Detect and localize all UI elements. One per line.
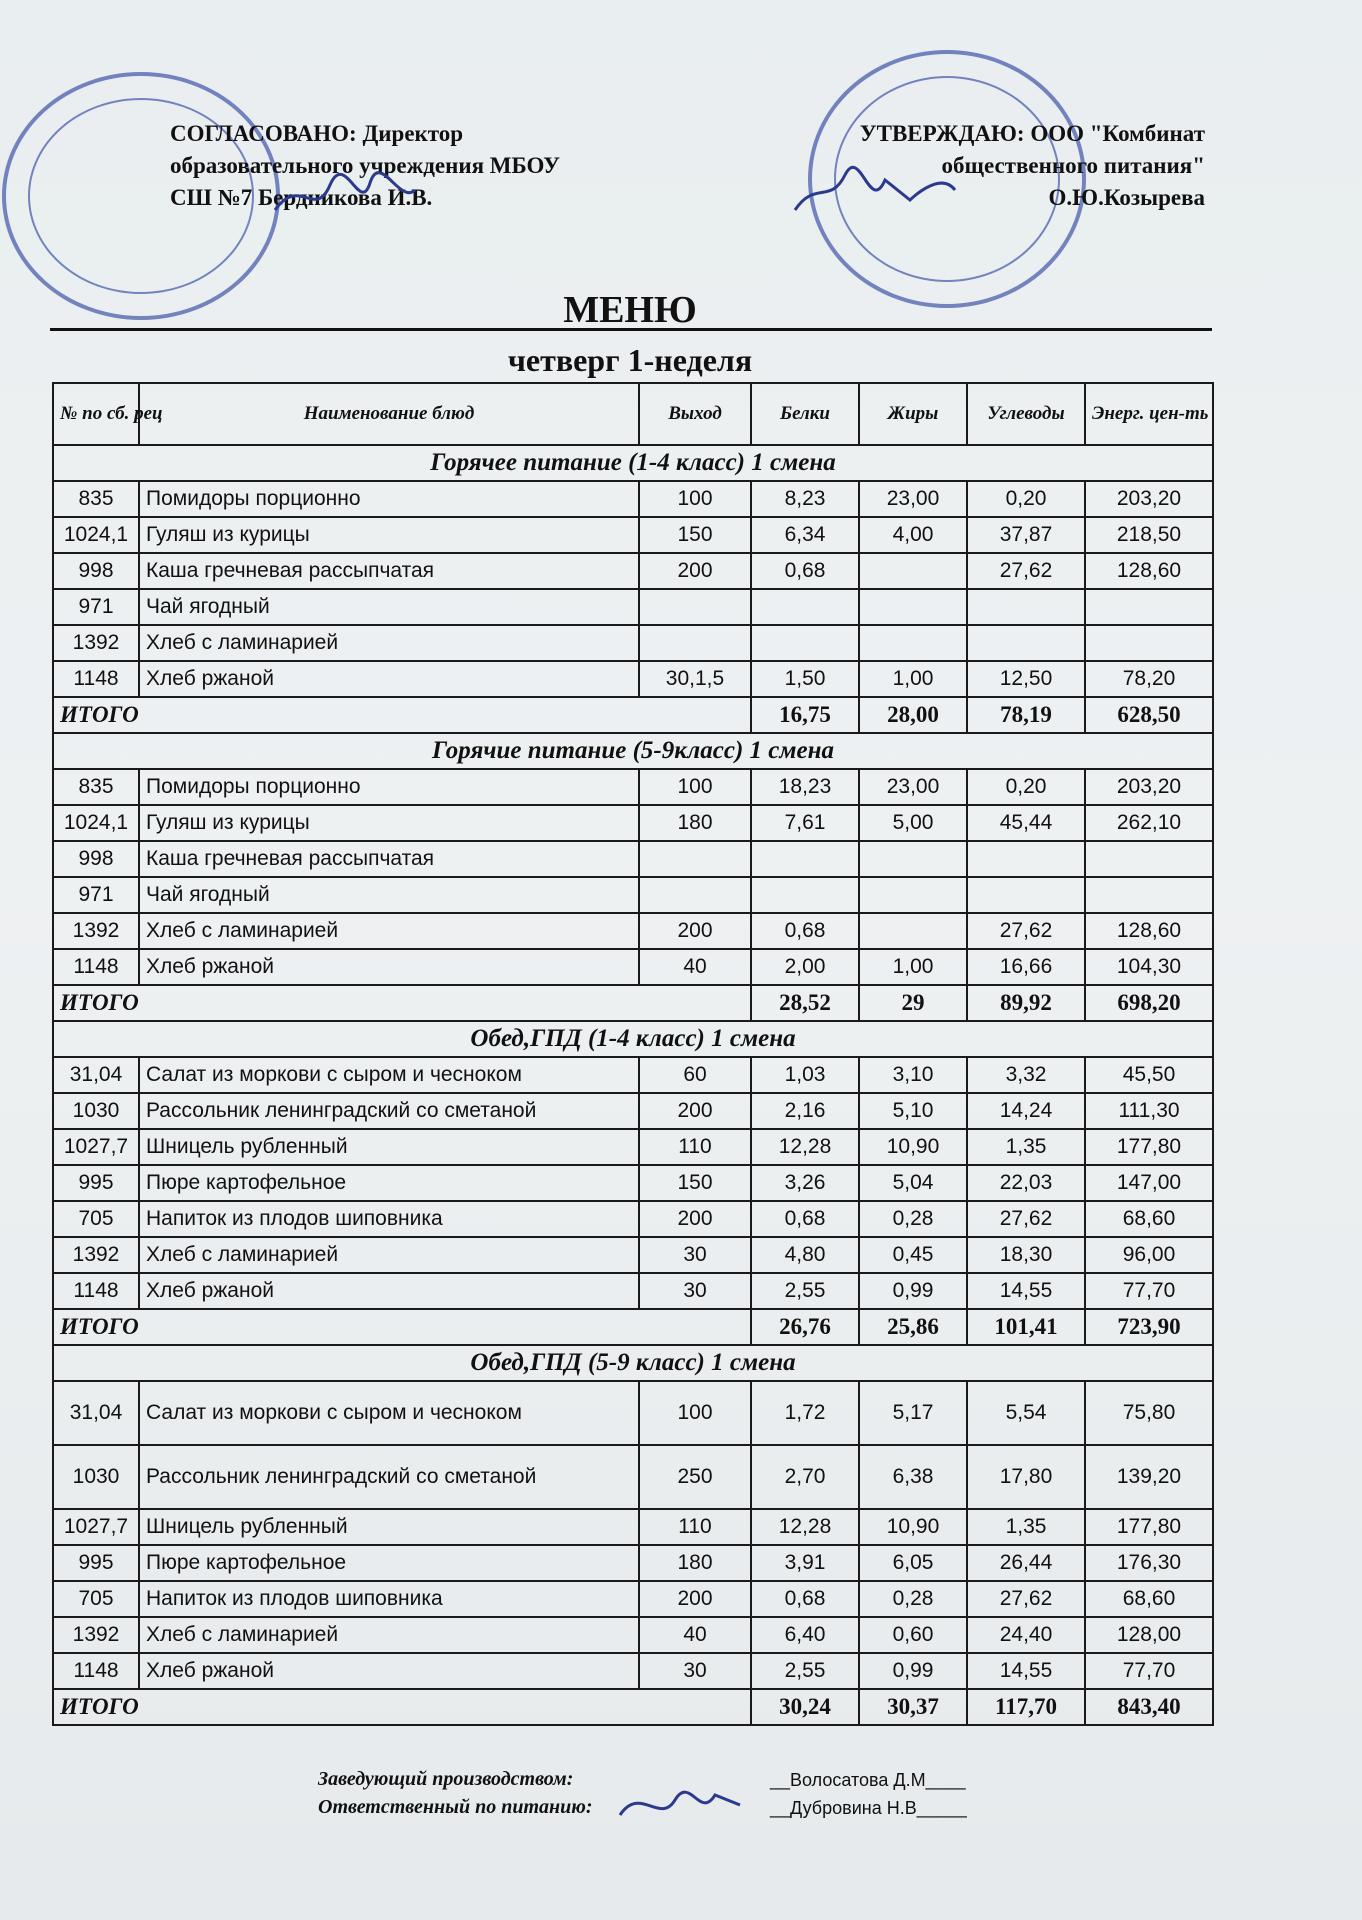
fat-cell: 6,05 <box>859 1545 967 1581</box>
dish-name-cell: Салат из моркови с сыром и чесноком <box>139 1057 639 1093</box>
dish-name-cell: Хлеб с ламинарией <box>139 625 639 661</box>
carbs-cell: 45,44 <box>967 805 1085 841</box>
dish-name-cell: Шницель рубленный <box>139 1129 639 1165</box>
portion-cell: 40 <box>639 1617 751 1653</box>
fat-cell: 0,99 <box>859 1653 967 1689</box>
recipe-number-cell: 1148 <box>53 1273 139 1309</box>
protein-cell: 3,91 <box>751 1545 859 1581</box>
table-row <box>53 877 1213 913</box>
carbs-cell: 14,24 <box>967 1093 1085 1129</box>
dish-name-cell: Салат из моркови с сыром и чесноком <box>139 1381 639 1445</box>
portion-cell: 110 <box>639 1509 751 1545</box>
energy-cell: 128,60 <box>1085 553 1213 589</box>
table-row <box>53 1545 1213 1581</box>
table-row <box>53 589 1213 625</box>
total-row <box>53 697 1213 733</box>
total-energy: 628,50 <box>1085 697 1213 733</box>
column-header: Выход <box>639 383 751 445</box>
recipe-number-cell: 1024,1 <box>53 805 139 841</box>
total-carbs: 101,41 <box>967 1309 1085 1345</box>
total-energy: 698,20 <box>1085 985 1213 1021</box>
carbs-cell: 17,80 <box>967 1445 1085 1509</box>
carbs-cell: 16,66 <box>967 949 1085 985</box>
protein-cell <box>751 841 859 877</box>
dish-name-cell: Пюре картофельное <box>139 1545 639 1581</box>
recipe-number-cell: 1392 <box>53 625 139 661</box>
protein-cell: 8,23 <box>751 481 859 517</box>
dish-name-cell: Гуляш из курицы <box>139 805 639 841</box>
energy-cell: 177,80 <box>1085 1509 1213 1545</box>
fat-cell: 23,00 <box>859 481 967 517</box>
protein-cell: 4,80 <box>751 1237 859 1273</box>
portion-cell: 180 <box>639 805 751 841</box>
portion-cell: 180 <box>639 1545 751 1581</box>
column-header: Наименование блюд <box>139 383 639 445</box>
portion-cell: 200 <box>639 553 751 589</box>
fat-cell: 1,00 <box>859 661 967 697</box>
protein-cell: 1,72 <box>751 1381 859 1445</box>
table-row <box>53 913 1213 949</box>
recipe-number-cell: 998 <box>53 841 139 877</box>
energy-cell: 45,50 <box>1085 1057 1213 1093</box>
protein-cell: 2,16 <box>751 1093 859 1129</box>
energy-cell: 203,20 <box>1085 769 1213 805</box>
total-row <box>53 1689 1213 1725</box>
recipe-number-cell: 31,04 <box>53 1057 139 1093</box>
recipe-number-cell: 971 <box>53 877 139 913</box>
page-subtitle: четверг 1-неделя <box>507 342 753 378</box>
dish-name-cell: Помидоры порционно <box>139 769 639 805</box>
table-row <box>53 625 1213 661</box>
section-header-row <box>53 1021 1213 1057</box>
dish-name-cell: Шницель рубленный <box>139 1509 639 1545</box>
portion-cell: 150 <box>639 1165 751 1201</box>
table-row <box>53 1237 1213 1273</box>
table-row <box>53 769 1213 805</box>
table-row <box>53 517 1213 553</box>
dish-name-cell: Хлеб ржаной <box>139 1653 639 1689</box>
recipe-number-cell: 1027,7 <box>53 1129 139 1165</box>
dish-name-cell: Рассольник ленинградский со сметаной <box>139 1445 639 1509</box>
dish-name-cell: Чай ягодный <box>139 877 639 913</box>
footer-responsible-label: Ответственный по питанию: <box>318 1796 593 1818</box>
dish-name-cell: Чай ягодный <box>139 589 639 625</box>
portion-cell: 30,1,5 <box>639 661 751 697</box>
table-row <box>53 1445 1213 1509</box>
recipe-number-cell: 1030 <box>53 1445 139 1509</box>
total-fat: 30,37 <box>859 1689 967 1725</box>
portion-cell: 30 <box>639 1653 751 1689</box>
protein-cell: 1,50 <box>751 661 859 697</box>
energy-cell: 111,30 <box>1085 1093 1213 1129</box>
section-header-row <box>53 1345 1213 1381</box>
recipe-number-cell: 31,04 <box>53 1381 139 1445</box>
dish-name-cell: Гуляш из курицы <box>139 517 639 553</box>
energy-cell: 68,60 <box>1085 1581 1213 1617</box>
dish-name-cell: Хлеб с ламинарией <box>139 1617 639 1653</box>
recipe-number-cell: 1027,7 <box>53 1509 139 1545</box>
protein-cell: 2,70 <box>751 1445 859 1509</box>
carbs-cell: 18,30 <box>967 1237 1085 1273</box>
carbs-cell <box>967 589 1085 625</box>
table-row <box>53 1653 1213 1689</box>
carbs-cell: 1,35 <box>967 1129 1085 1165</box>
dish-name-cell: Хлеб ржаной <box>139 661 639 697</box>
total-energy: 723,90 <box>1085 1309 1213 1345</box>
portion-cell: 200 <box>639 1093 751 1129</box>
energy-cell <box>1085 877 1213 913</box>
carbs-cell: 37,87 <box>967 517 1085 553</box>
carbs-cell: 27,62 <box>967 553 1085 589</box>
total-fat: 28,00 <box>859 697 967 733</box>
column-header: Белки <box>751 383 859 445</box>
protein-cell: 1,03 <box>751 1057 859 1093</box>
total-protein: 30,24 <box>751 1689 859 1725</box>
table-row <box>53 949 1213 985</box>
carbs-cell: 0,20 <box>967 481 1085 517</box>
signature-right <box>790 160 960 220</box>
fat-cell <box>859 589 967 625</box>
protein-cell: 2,55 <box>751 1273 859 1309</box>
portion-cell: 110 <box>639 1129 751 1165</box>
energy-cell: 96,00 <box>1085 1237 1213 1273</box>
energy-cell: 128,00 <box>1085 1617 1213 1653</box>
table-row <box>53 1273 1213 1309</box>
energy-cell: 218,50 <box>1085 517 1213 553</box>
table-header-row <box>53 383 1213 445</box>
carbs-cell: 5,54 <box>967 1381 1085 1445</box>
portion-cell: 60 <box>639 1057 751 1093</box>
fat-cell <box>859 553 967 589</box>
recipe-number-cell: 1148 <box>53 661 139 697</box>
section-header-row <box>53 445 1213 481</box>
recipe-number-cell: 705 <box>53 1201 139 1237</box>
portion-cell: 100 <box>639 481 751 517</box>
fat-cell: 10,90 <box>859 1129 967 1165</box>
recipe-number-cell: 998 <box>53 553 139 589</box>
portion-cell: 250 <box>639 1445 751 1509</box>
portion-cell: 30 <box>639 1237 751 1273</box>
fat-cell <box>859 841 967 877</box>
table-row <box>53 1381 1213 1445</box>
energy-cell: 147,00 <box>1085 1165 1213 1201</box>
portion-cell <box>639 841 751 877</box>
total-label: ИТОГО <box>53 985 751 1021</box>
total-protein: 28,52 <box>751 985 859 1021</box>
fat-cell: 0,60 <box>859 1617 967 1653</box>
carbs-cell: 1,35 <box>967 1509 1085 1545</box>
carbs-cell <box>967 625 1085 661</box>
dish-name-cell: Хлеб ржаной <box>139 949 639 985</box>
energy-cell: 68,60 <box>1085 1201 1213 1237</box>
protein-cell: 0,68 <box>751 1201 859 1237</box>
carbs-cell: 24,40 <box>967 1617 1085 1653</box>
carbs-cell: 22,03 <box>967 1165 1085 1201</box>
energy-cell: 203,20 <box>1085 481 1213 517</box>
section-title: Обед,ГПД (1-4 класс) 1 смена <box>53 1021 1213 1057</box>
approval-left-line: СШ №7 Бердникова И.В. <box>170 185 433 210</box>
protein-cell: 12,28 <box>751 1509 859 1545</box>
carbs-cell <box>967 877 1085 913</box>
total-fat: 25,86 <box>859 1309 967 1345</box>
carbs-cell: 14,55 <box>967 1273 1085 1309</box>
protein-cell: 2,55 <box>751 1653 859 1689</box>
approval-right-line: общественного питания" <box>941 153 1205 178</box>
total-carbs: 89,92 <box>967 985 1085 1021</box>
fat-cell: 0,99 <box>859 1273 967 1309</box>
carbs-cell: 27,62 <box>967 913 1085 949</box>
fat-cell: 1,00 <box>859 949 967 985</box>
dish-name-cell: Хлеб с ламинарией <box>139 1237 639 1273</box>
portion-cell: 200 <box>639 1581 751 1617</box>
total-protein: 16,75 <box>751 697 859 733</box>
dish-name-cell: Помидоры порционно <box>139 481 639 517</box>
approval-right-line: УТВЕРЖДАЮ: ООО "Комбинат <box>859 121 1205 146</box>
approval-left-line: СОГЛАСОВАНО: Директор <box>170 121 464 146</box>
energy-cell: 104,30 <box>1085 949 1213 985</box>
protein-cell: 0,68 <box>751 553 859 589</box>
total-row <box>53 985 1213 1021</box>
fat-cell <box>859 877 967 913</box>
total-fat: 29 <box>859 985 967 1021</box>
energy-cell <box>1085 625 1213 661</box>
carbs-cell: 27,62 <box>967 1201 1085 1237</box>
fat-cell: 5,00 <box>859 805 967 841</box>
fat-cell: 3,10 <box>859 1057 967 1093</box>
energy-cell: 262,10 <box>1085 805 1213 841</box>
fat-cell: 10,90 <box>859 1509 967 1545</box>
column-header: Жиры <box>859 383 967 445</box>
section-title: Горячее питание (1-4 класс) 1 смена <box>53 445 1213 481</box>
carbs-cell: 27,62 <box>967 1581 1085 1617</box>
protein-cell <box>751 625 859 661</box>
dish-name-cell: Напиток из плодов шиповника <box>139 1581 639 1617</box>
total-label: ИТОГО <box>53 697 751 733</box>
protein-cell: 7,61 <box>751 805 859 841</box>
recipe-number-cell: 1030 <box>53 1093 139 1129</box>
energy-cell: 77,70 <box>1085 1653 1213 1689</box>
table-row <box>53 1581 1213 1617</box>
signature-footer <box>615 1780 745 1830</box>
recipe-number-cell: 995 <box>53 1545 139 1581</box>
section-title: Горячие питание (5-9класс) 1 смена <box>53 733 1213 769</box>
table-row <box>53 1617 1213 1653</box>
footer-responsible-name: __Дубровина Н.В_____ <box>770 1798 967 1818</box>
portion-cell: 40 <box>639 949 751 985</box>
portion-cell: 200 <box>639 1201 751 1237</box>
recipe-number-cell: 835 <box>53 769 139 805</box>
table-row <box>53 481 1213 517</box>
recipe-number-cell: 1392 <box>53 1237 139 1273</box>
footer-manager-label: Заведующий производством: <box>318 1768 574 1790</box>
table-row <box>53 1129 1213 1165</box>
column-header: Углеводы <box>967 383 1085 445</box>
column-header: № по сб. рец <box>53 383 139 445</box>
title-rule <box>50 328 1212 331</box>
fat-cell: 0,28 <box>859 1581 967 1617</box>
recipe-number-cell: 971 <box>53 589 139 625</box>
fat-cell: 23,00 <box>859 769 967 805</box>
table-row <box>53 661 1213 697</box>
fat-cell: 5,04 <box>859 1165 967 1201</box>
carbs-cell: 0,20 <box>967 769 1085 805</box>
portion-cell: 30 <box>639 1273 751 1309</box>
approval-left-line: образовательного учреждения МБОУ <box>170 153 561 178</box>
recipe-number-cell: 835 <box>53 481 139 517</box>
energy-cell: 78,20 <box>1085 661 1213 697</box>
protein-cell <box>751 877 859 913</box>
recipe-number-cell: 1392 <box>53 913 139 949</box>
dish-name-cell: Напиток из плодов шиповника <box>139 1201 639 1237</box>
menu-table <box>52 382 1214 1726</box>
protein-cell: 0,68 <box>751 913 859 949</box>
total-carbs: 117,70 <box>967 1689 1085 1725</box>
energy-cell: 177,80 <box>1085 1129 1213 1165</box>
fat-cell: 0,28 <box>859 1201 967 1237</box>
total-label: ИТОГО <box>53 1309 751 1345</box>
portion-cell <box>639 625 751 661</box>
total-energy: 843,40 <box>1085 1689 1213 1725</box>
recipe-number-cell: 1392 <box>53 1617 139 1653</box>
protein-cell <box>751 589 859 625</box>
recipe-number-cell: 995 <box>53 1165 139 1201</box>
portion-cell <box>639 589 751 625</box>
fat-cell: 5,17 <box>859 1381 967 1445</box>
recipe-number-cell: 1148 <box>53 949 139 985</box>
dish-name-cell: Хлеб с ламинарией <box>139 913 639 949</box>
protein-cell: 18,23 <box>751 769 859 805</box>
fat-cell: 6,38 <box>859 1445 967 1509</box>
approval-right-line: О.Ю.Козырева <box>1048 185 1205 210</box>
menu-table-body <box>53 445 1213 1725</box>
table-row <box>53 805 1213 841</box>
dish-name-cell: Каша гречневая рассыпчатая <box>139 553 639 589</box>
protein-cell: 0,68 <box>751 1581 859 1617</box>
table-row <box>53 1201 1213 1237</box>
energy-cell: 128,60 <box>1085 913 1213 949</box>
portion-cell: 200 <box>639 913 751 949</box>
total-row <box>53 1309 1213 1345</box>
section-header-row <box>53 733 1213 769</box>
fat-cell: 5,10 <box>859 1093 967 1129</box>
table-row <box>53 841 1213 877</box>
energy-cell: 77,70 <box>1085 1273 1213 1309</box>
protein-cell: 12,28 <box>751 1129 859 1165</box>
recipe-number-cell: 1148 <box>53 1653 139 1689</box>
recipe-number-cell: 705 <box>53 1581 139 1617</box>
table-row <box>53 1093 1213 1129</box>
portion-cell: 100 <box>639 769 751 805</box>
column-header: Энерг. цен-ть <box>1085 383 1213 445</box>
protein-cell: 2,00 <box>751 949 859 985</box>
protein-cell: 3,26 <box>751 1165 859 1201</box>
fat-cell <box>859 913 967 949</box>
portion-cell: 100 <box>639 1381 751 1445</box>
table-row <box>53 1509 1213 1545</box>
energy-cell: 139,20 <box>1085 1445 1213 1509</box>
footer-manager-name: __Волосатова Д.М____ <box>770 1770 966 1790</box>
recipe-number-cell: 1024,1 <box>53 517 139 553</box>
carbs-cell: 3,32 <box>967 1057 1085 1093</box>
energy-cell <box>1085 841 1213 877</box>
carbs-cell: 14,55 <box>967 1653 1085 1689</box>
fat-cell: 0,45 <box>859 1237 967 1273</box>
energy-cell: 75,80 <box>1085 1381 1213 1445</box>
portion-cell: 150 <box>639 517 751 553</box>
dish-name-cell: Каша гречневая рассыпчатая <box>139 841 639 877</box>
fat-cell <box>859 625 967 661</box>
page-title: МЕНЮ <box>563 289 697 331</box>
section-title: Обед,ГПД (5-9 класс) 1 смена <box>53 1345 1213 1381</box>
energy-cell: 176,30 <box>1085 1545 1213 1581</box>
signature-left <box>270 165 420 225</box>
total-label: ИТОГО <box>53 1689 751 1725</box>
carbs-cell: 12,50 <box>967 661 1085 697</box>
table-row <box>53 1165 1213 1201</box>
fat-cell: 4,00 <box>859 517 967 553</box>
portion-cell <box>639 877 751 913</box>
protein-cell: 6,40 <box>751 1617 859 1653</box>
table-row <box>53 553 1213 589</box>
carbs-cell <box>967 841 1085 877</box>
carbs-cell: 26,44 <box>967 1545 1085 1581</box>
dish-name-cell: Хлеб ржаной <box>139 1273 639 1309</box>
dish-name-cell: Рассольник ленинградский со сметаной <box>139 1093 639 1129</box>
dish-name-cell: Пюре картофельное <box>139 1165 639 1201</box>
total-carbs: 78,19 <box>967 697 1085 733</box>
energy-cell <box>1085 589 1213 625</box>
protein-cell: 6,34 <box>751 517 859 553</box>
table-row <box>53 1057 1213 1093</box>
total-protein: 26,76 <box>751 1309 859 1345</box>
